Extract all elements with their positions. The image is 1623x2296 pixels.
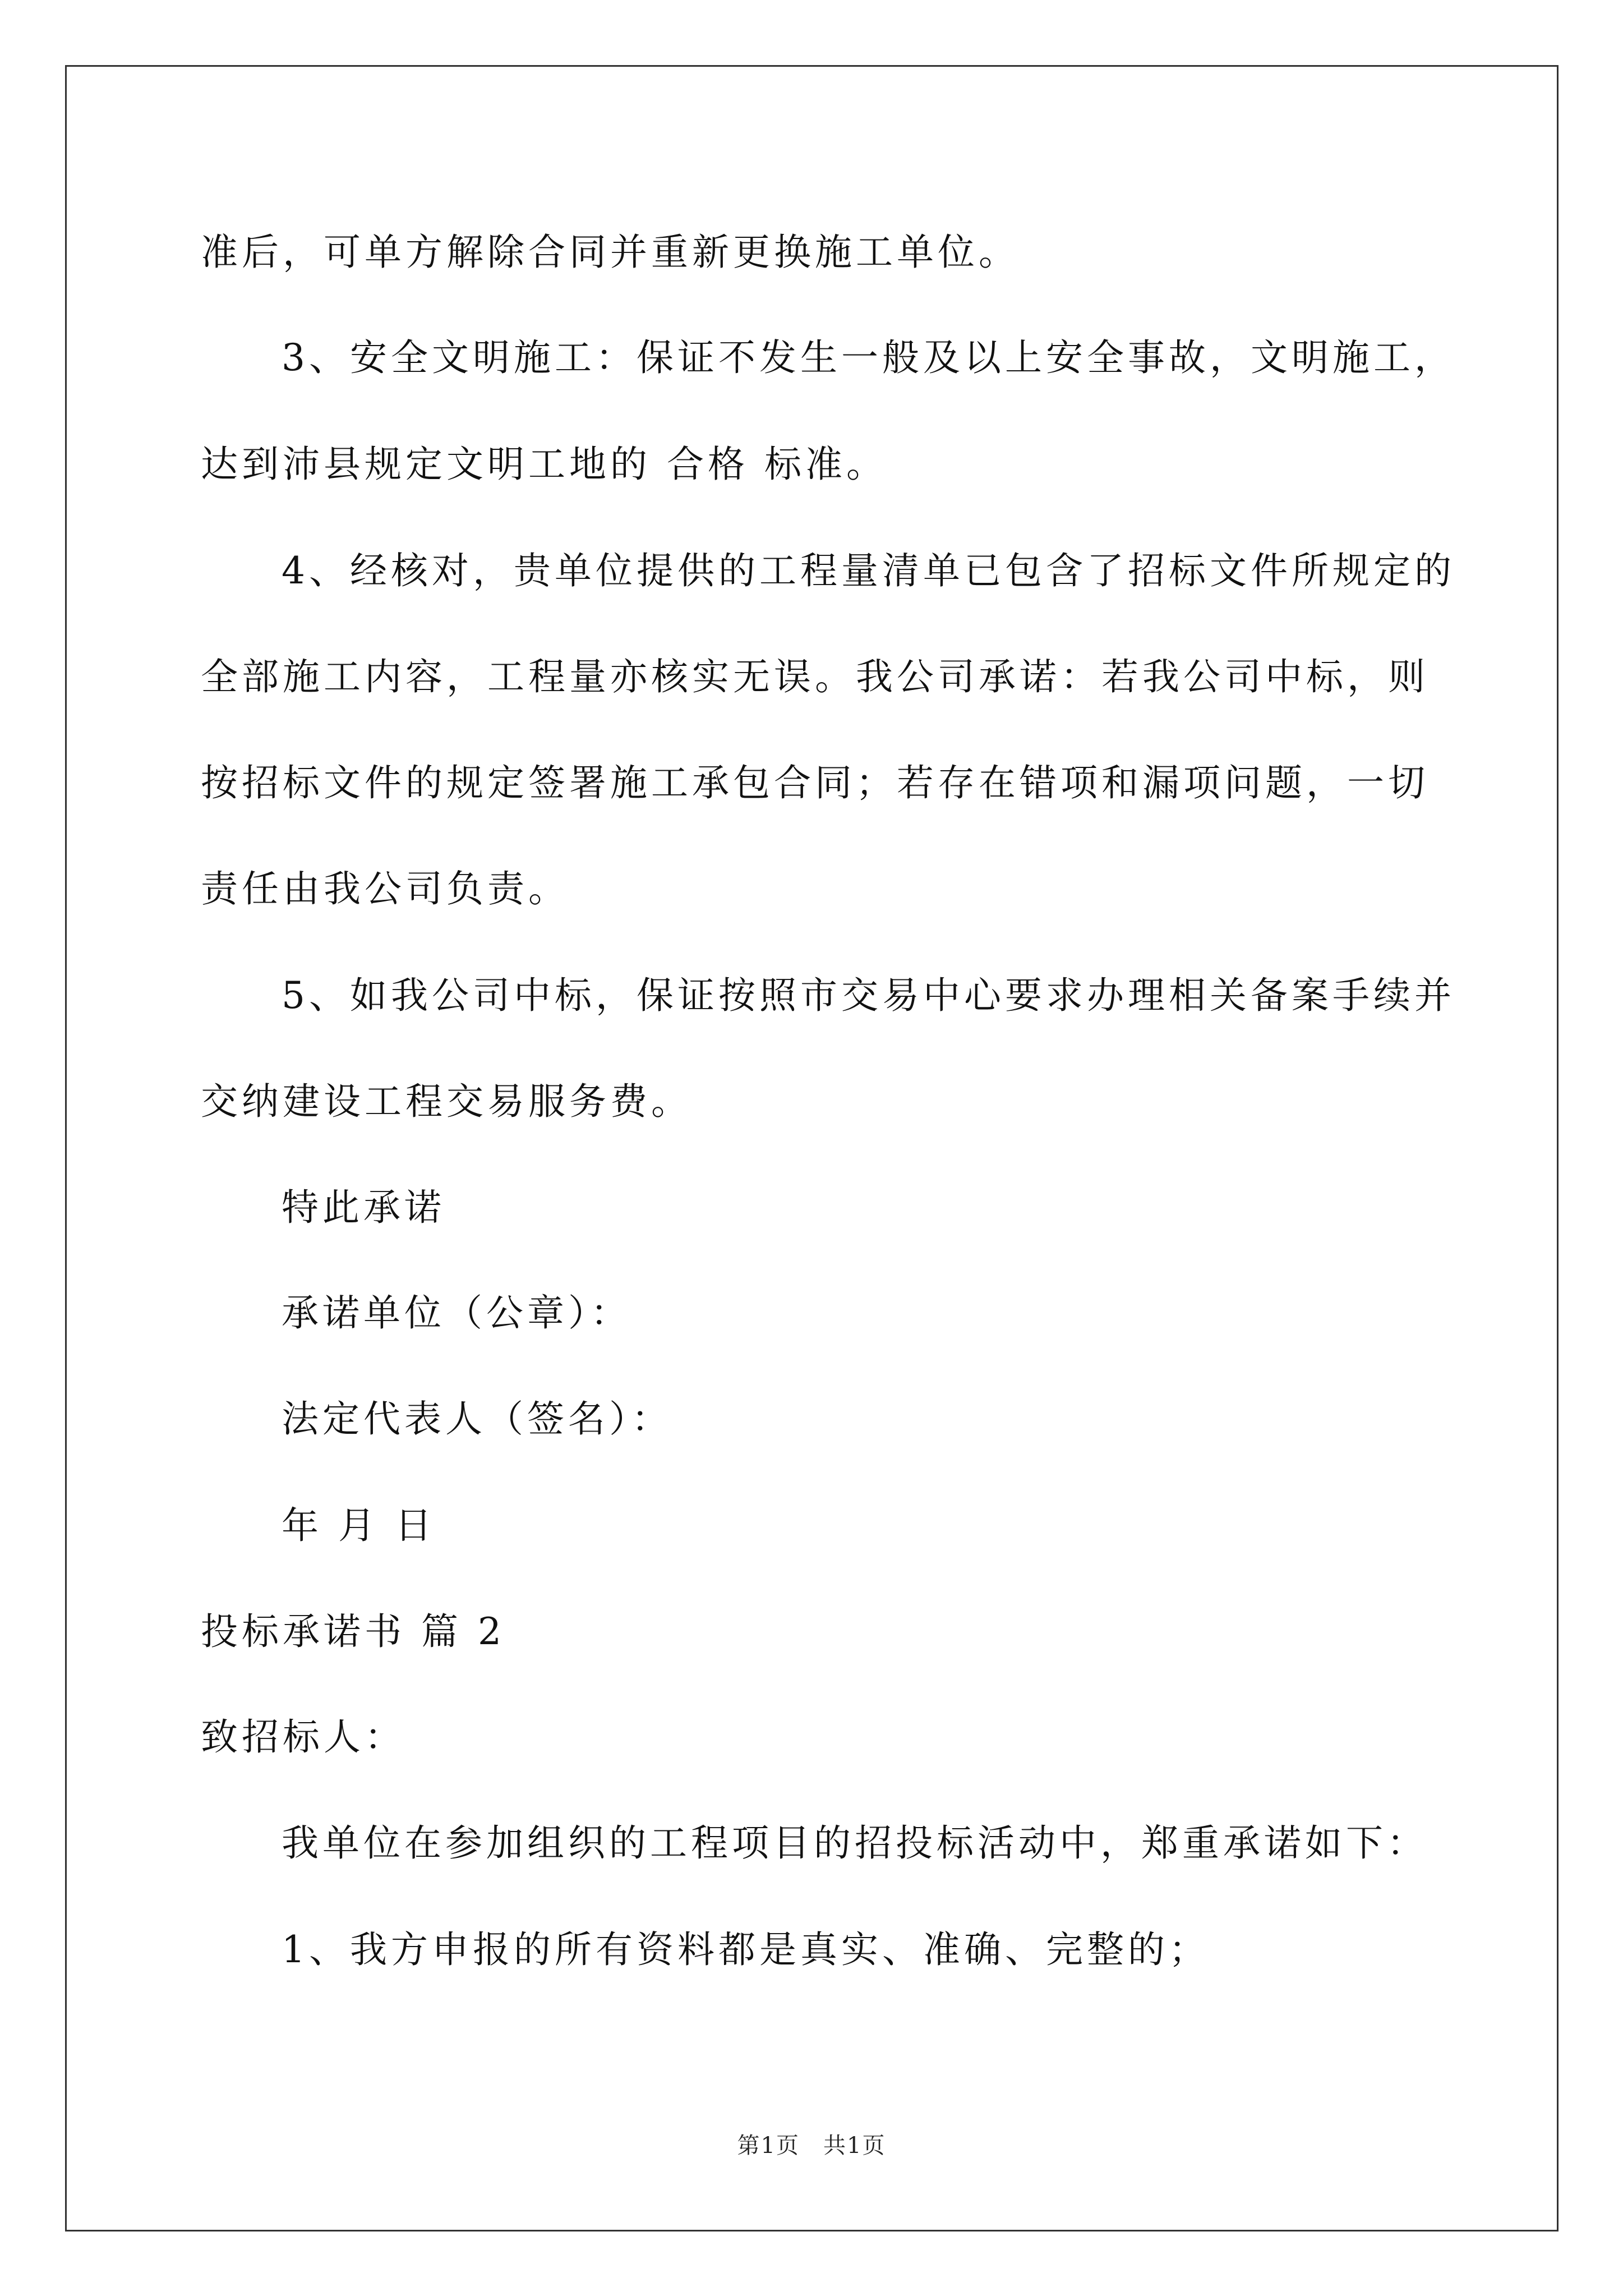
commitment-closing: 特此承诺 bbox=[282, 1186, 445, 1229]
signature-line: 法定代表人（签名）： bbox=[282, 1397, 672, 1441]
body-line-1: 准后，可单方解除合同并重新更换施工单位。 bbox=[201, 231, 1020, 274]
body-line-16: 我单位在参加组织的工程项目的招投标活动中，郑重承诺如下： bbox=[282, 1821, 1428, 1865]
seal-line: 承诺单位（公章）： bbox=[282, 1291, 631, 1335]
salutation: 致招标人： bbox=[201, 1715, 405, 1759]
body-line-5: 全部施工内容，工程量亦核实无误。我公司承诺：若我公司中标，则 bbox=[201, 655, 1429, 698]
page-footer: 第1页 共1页 bbox=[737, 2133, 886, 2159]
body-line-3: 达到沛县规定文明工地的 合格 标准。 bbox=[201, 443, 887, 486]
body-line-7: 责任由我公司负责。 bbox=[201, 867, 569, 910]
body-line-4: 4、经核对，贵单位提供的工程量清单已包含了招标文件所规定的 bbox=[282, 549, 1455, 592]
page-border bbox=[65, 65, 1559, 2231]
body-line-6: 按招标文件的规定签署施工承包合同；若存在错项和漏项问题，一切 bbox=[201, 761, 1429, 804]
section-heading: 投标承诺书 篇 2 bbox=[201, 1610, 505, 1653]
body-line-2: 3、安全文明施工：保证不发生一般及以上安全事故，文明施工， bbox=[282, 336, 1455, 379]
date-line: 年 月 日 bbox=[282, 1504, 436, 1547]
body-line-17: 1、我方申报的所有资料都是真实、准确、完整的； bbox=[282, 1928, 1210, 1971]
body-line-8: 5、如我公司中标，保证按照市交易中心要求办理相关备案手续并 bbox=[282, 974, 1455, 1017]
body-line-9: 交纳建设工程交易服务费。 bbox=[201, 1080, 692, 1123]
